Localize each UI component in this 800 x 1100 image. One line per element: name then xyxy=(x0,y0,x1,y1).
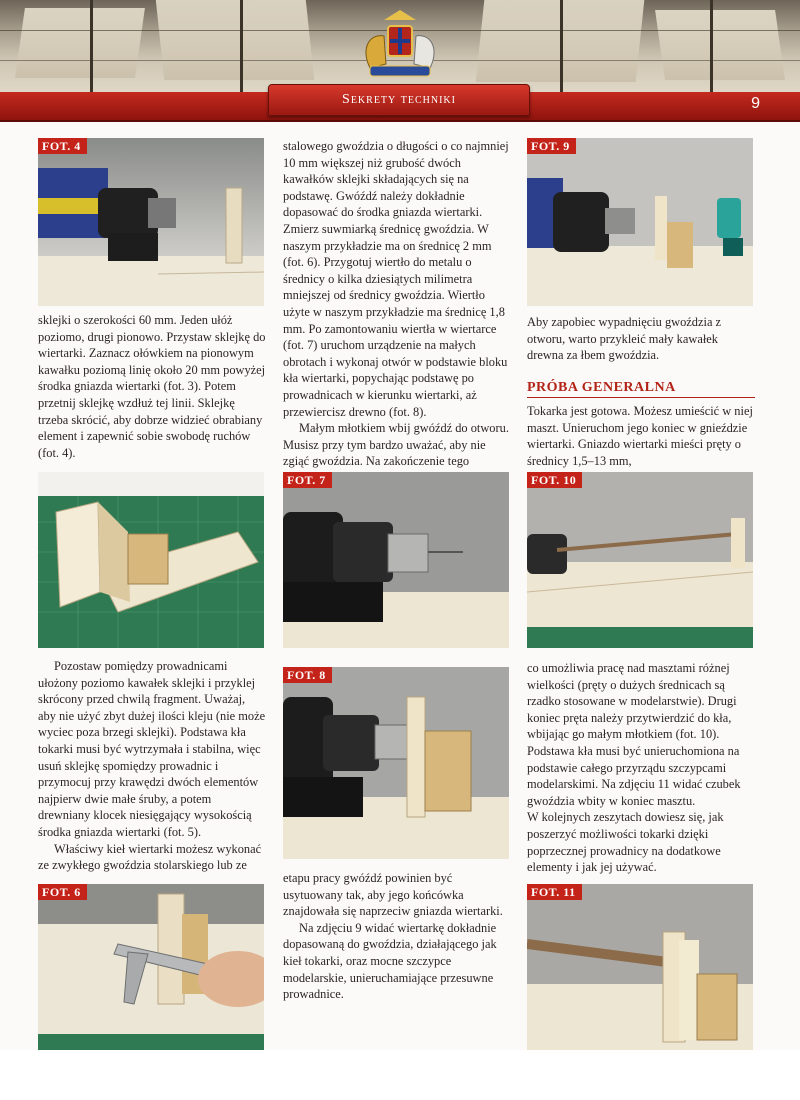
column-3-text-top xyxy=(527,314,755,364)
photo-fot-6 xyxy=(38,884,264,1050)
section-title: Sekrety techniki xyxy=(342,92,456,107)
paragraph: Na zdjęciu 9 widać wiertarkę dokładnie dopasowaną do gwoździa, działającego jak kieł tokarki, oraz mocne szczypce modelarskie, unieruchamiające przesuwne prowadnice. xyxy=(283,920,497,1002)
photo-fot-5 xyxy=(38,472,264,648)
column-1-text-middle xyxy=(38,658,266,874)
paragraph: Właściwy kieł wiertarki możesz wykonać ze zwykłego gwoździa stolarskiego lub ze xyxy=(38,841,262,873)
photo-fot-9 xyxy=(527,138,753,306)
paragraph: Aby zapobiec wypadnięciu gwoździa z otworu, warto przykleić mały kawałek drewna za łbem gwoździa. xyxy=(527,315,722,363)
page-number: 9 xyxy=(751,95,760,112)
paragraph: Pozostaw pomiędzy prowadnicami ułożony poziomo kawałek sklejki i przyklej skrócony przed chwilą fragment. Uważaj, aby nie użyć zbyt dużej ilości kleju (nie może wyciec poza brzegi sklejki). Podstawa kła tokarki musi być wytrzymała i stabilna, więc usuń sklejkę spomiędzy prowadnic i przymocuj przy krawędzi dwóch elementów najpierw dwie małe śruby, a potem drewniany klocek niesięgający wysokością środka gniazda wiertarki (fot. 5). xyxy=(38,659,266,839)
photo-fot-7 xyxy=(283,472,509,648)
paragraph: etapu pracy gwóźdź powinien być usytuowany tak, aby jego końcówka znajdowała się naprzeciw gniazda wiertarki. xyxy=(283,871,503,919)
photo-label: FOT. 7 xyxy=(283,472,332,488)
column-2-text-top xyxy=(283,138,509,470)
photo-fot-8 xyxy=(283,667,509,859)
photo-fot-11 xyxy=(527,884,753,1050)
paragraph: Tokarka jest gotowa. Możesz umieścić w niej maszt. Unieruchom jego koniec w gnieździe wiertarki. Gniazdo wiertarki mieści pręty o średnicy 1,5–13 mm, xyxy=(527,404,753,468)
photo-label: FOT. 9 xyxy=(527,138,576,154)
paragraph: W kolejnych zeszytach dowiesz się, jak poszerzyć możliwości tokarki dzięki poprzecznej prowadnicy na dodatkowe elementy i jak jej używać. xyxy=(527,810,724,875)
section-tab xyxy=(268,84,530,116)
column-3-text-bottom xyxy=(527,660,755,876)
photo-label: FOT. 11 xyxy=(527,884,582,900)
photo-fot-10 xyxy=(527,472,753,648)
photo-label: FOT. 8 xyxy=(283,667,332,683)
photo-fot-4 xyxy=(38,138,264,306)
royal-crest-icon xyxy=(340,8,460,88)
photo-label: FOT. 4 xyxy=(38,138,87,154)
page-footer-margin xyxy=(0,1050,800,1100)
paragraph: stalowego gwoździa o długości o co najmniej 10 mm większej niż grubość dwóch kawałków sklejki składających się na podstawę. Gwóźdź należy dokładnie dopasować do środka gniazda wiertarki. Zmierz suwmiarką średnicę gwoździa. W naszym przykładzie ma on średnicę 2 mm (fot. 6). Przygotuj wiertło do metalu o średnicy o kilka dziesiątych milimetra mniejszej od średnicy gwoździa. Wiertło użyte w naszym przykładzie ma średnicę 1,8 mm. Po zamontowaniu wiertła w wiertarce (fot. 7) uruchom urządzenie na małych obrotach i wykonaj otwór w podstawie bloku kła wiertarki, popychając podstawę po prowadnicach w kierunku wiertarki, aż przewiercisz drewno (fot. 8). xyxy=(283,139,509,419)
column-1-text-top xyxy=(38,312,266,461)
photo-label: FOT. 6 xyxy=(38,884,87,900)
photo-label: FOT. 10 xyxy=(527,472,582,488)
column-3-text-middle xyxy=(527,403,755,469)
paragraph: sklejki o szerokości 60 mm. Jeden ułóż poziomo, drugi pionowo. Przystaw sklejkę do wiertarki. Zaznacz ołówkiem na pionowym kawałku poziomą linię około 20 mm powyżej środka gniazda wiertarki (fot. 3). Potem przetnij sklejkę wzdłuż tej linii. Sklejkę trzeba skrócić, aby dobrze widzieć obrabiany element i zapewnić sobie swobodę ruchów (fot. 4). xyxy=(38,313,266,460)
column-2-text-bottom xyxy=(283,870,509,1003)
heading-underline xyxy=(527,397,755,398)
paragraph: co umożliwia pracę nad masztami różnej wielkości (pręty o dużych średnicach są rzadko stosowane w modelarstwie). Drugi koniec pręta należy przytwierdzić do kła, wbijając go małym młotkiem (fot. 10). Podstawa kła musi być unieruchomiona na podstawie całego przyrządu szczypcami modelarskimi. Na zdjęciu 11 widać czubek gwoździa wbity w koniec masztu. xyxy=(527,661,741,808)
section-heading: PRÓBA GENERALNA xyxy=(527,380,676,395)
paragraph: Małym młotkiem wbij gwóźdź do otworu. Musisz przy tym bardzo uważać, aby nie zgiąć gwoździa. Na zakończenie tego xyxy=(283,421,509,469)
